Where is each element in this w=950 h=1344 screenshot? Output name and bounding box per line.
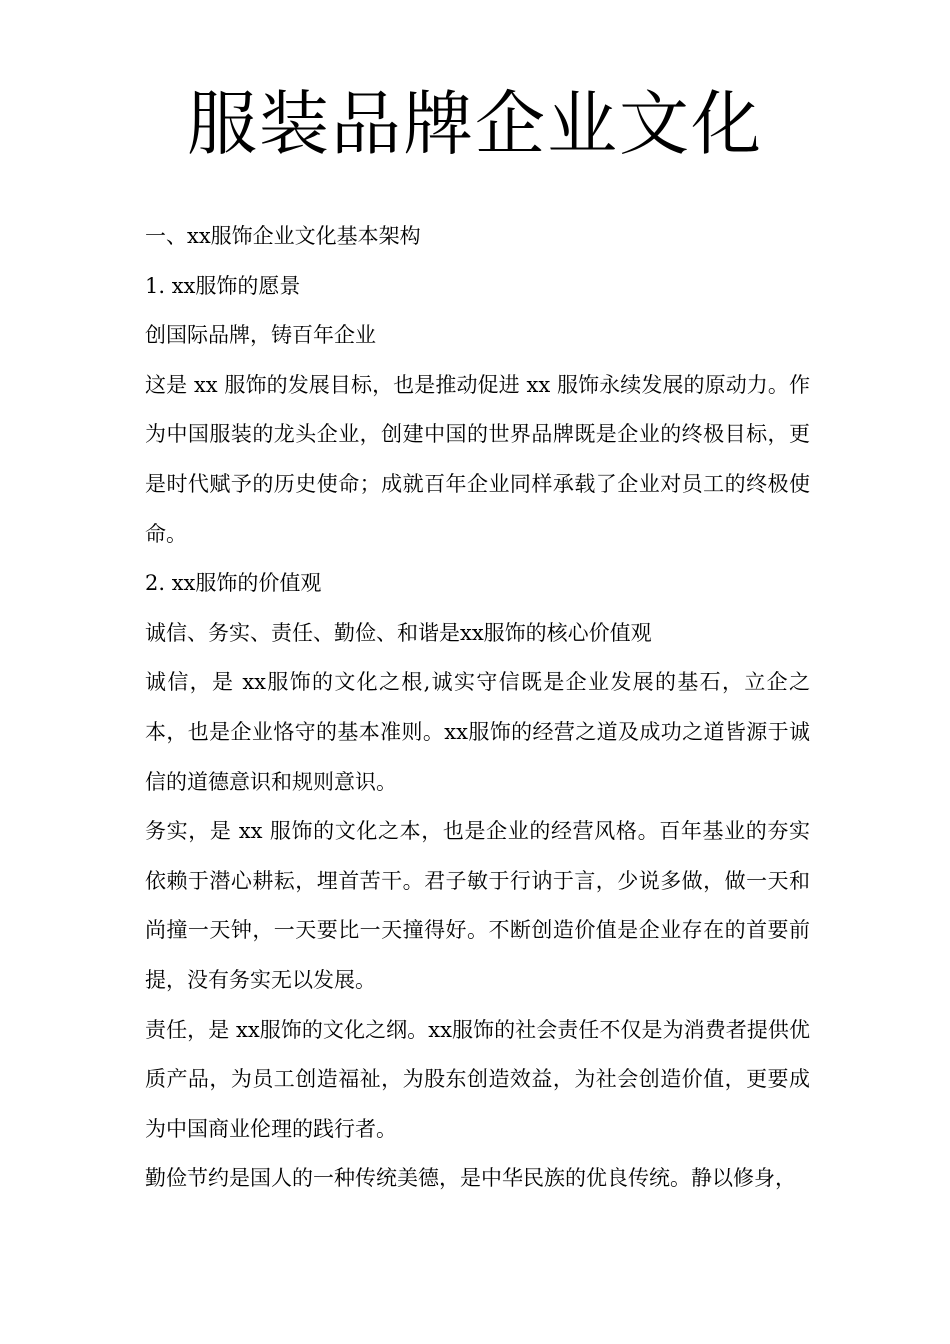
thrift-paragraph: 勤俭节约是国人的一种传统美德，是中华民族的优良传统。静以修身，: [145, 1166, 796, 1191]
section-heading: 一、xx服饰企业文化基本架构: [145, 224, 421, 248]
responsibility-paragraph: 责任，是 xx服饰的文化之纲。xx服饰的社会责任不仅是为消费者提供优质产品，为员工创造福祉，为股东创造效益，为社会创造价值，更要成为中国商业伦理的践行者。: [145, 1017, 810, 1141]
pragmatism-paragraph: 务实，是 xx 服饰的文化之本，也是企业的经营风格。百年基业的夯实依赖于潜心耕耘，埋首苦干。君子敏于行讷于言，少说多做，做一天和尚撞一天钟，一天要比一天撞得好。不断创造价值是企业存在的首要前提，没有务实无以发展。: [145, 819, 810, 992]
values-statement: 诚信、务实、责任、勤俭、和谐是xx服饰的核心价值观: [145, 620, 652, 645]
document-body: [145, 212, 810, 1204]
vision-paragraph: 这是 xx 服饰的发展目标，也是推动促进 xx 服饰永续发展的原动力。作为中国服装的龙头企业，创建中国的世界品牌既是企业的终极目标，更是时代赋予的历史使命；成就百年企业同样承载了企业对员工的终极使命。: [145, 372, 810, 546]
vision-statement: 创国际品牌，铸百年企业: [145, 323, 376, 348]
document-title: 服装品牌企业文化: [187, 83, 763, 165]
subsection-heading-vision: 1. xx服饰的愿景: [145, 273, 301, 298]
integrity-paragraph: 诚信，是 xx服饰的文化之根,诚实守信既是企业发展的基石，立企之本，也是企业恪守的基本准则。xx服饰的经营之道及成功之道皆源于诚信的道德意识和规则意识。: [145, 670, 810, 794]
subsection-heading-values: 2. xx服饰的价值观: [145, 571, 322, 596]
